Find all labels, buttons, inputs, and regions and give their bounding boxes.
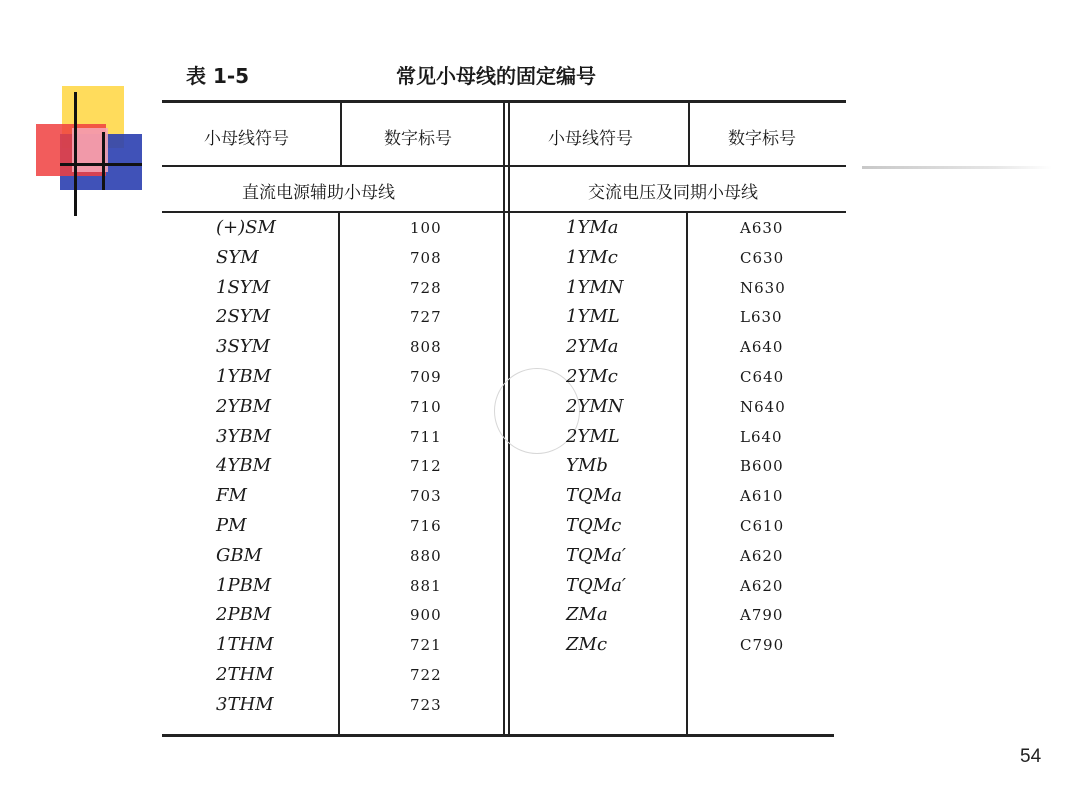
bus-symbol: TQMc (566, 515, 622, 536)
bus-symbol: 1PBM (216, 574, 272, 596)
bus-number: 703 (410, 487, 442, 506)
bus-number: C630 (740, 248, 785, 267)
bus-number: 712 (410, 457, 442, 476)
bus-number: 808 (410, 338, 442, 357)
bus-symbol: 1YMc (566, 246, 618, 268)
bus-symbol: 1YML (566, 306, 620, 328)
table-row (0, 425, 783, 455)
bus-symbol: 1YMN (566, 276, 624, 298)
bus-number: 727 (410, 308, 442, 327)
bus-number: 716 (410, 517, 442, 535)
table-row (0, 574, 784, 604)
bus-symbol: FM (216, 485, 247, 507)
bus-number: 881 (410, 576, 442, 595)
header-number-left: 数字标号 (384, 129, 452, 149)
bus-number: 708 (410, 248, 442, 267)
section-heading-dc: 直流电源辅助小母线 (242, 183, 395, 203)
bus-symbol: 2THM (216, 664, 274, 685)
page-number: 54 (1020, 746, 1042, 767)
bus-symbol: 3THM (216, 693, 274, 715)
bus-symbol: ZMa (566, 604, 608, 626)
bus-symbol: 1YBM (216, 366, 271, 387)
bus-number: A640 (740, 338, 784, 357)
bus-number: B600 (740, 457, 784, 476)
bus-number: L630 (740, 308, 783, 327)
bus-symbol: 2YMc (566, 366, 618, 387)
bus-number: 721 (410, 636, 442, 655)
table-row (0, 514, 785, 544)
bus-number: L640 (740, 427, 783, 446)
bus-number: A620 (740, 546, 784, 565)
bus-symbol: 2YML (566, 425, 620, 447)
bus-number: 709 (410, 368, 442, 386)
section-heading-ac: 交流电压及同期小母线 (588, 183, 758, 203)
table-row (0, 365, 785, 395)
decor-horizontal-line (60, 163, 142, 166)
column-divider (340, 103, 342, 165)
column-divider (688, 103, 690, 165)
bus-symbol: 2YBM (216, 395, 271, 417)
bus-number: 711 (410, 427, 442, 446)
table-label: 表 1-5 (186, 64, 250, 88)
bus-symbol: 1SYM (216, 276, 271, 298)
table-row (0, 633, 785, 663)
bus-number: A790 (740, 606, 784, 625)
table-bottom-rule (162, 734, 834, 737)
bus-symbol: GBM (216, 544, 263, 566)
bus-symbol: 2PBM (216, 604, 272, 626)
bus-symbol: YMb (566, 455, 608, 477)
bus-number: 728 (410, 278, 442, 297)
bus-number: 880 (410, 546, 442, 565)
table-row (0, 663, 700, 693)
table-row (0, 335, 784, 365)
bus-number: C640 (740, 368, 785, 386)
header-number-right: 数字标号 (728, 129, 796, 149)
bus-symbol: 4YBM (216, 455, 271, 477)
bus-symbol: SYM (216, 246, 259, 268)
bus-symbol: 3YBM (216, 425, 271, 447)
bus-symbol: 2SYM (216, 306, 271, 328)
bus-symbol: 3SYM (216, 336, 271, 358)
decor-gray-rule (862, 166, 1052, 169)
bus-symbol: (+)SM (216, 217, 276, 238)
bus-symbol: 2YMa (566, 336, 619, 358)
bus-symbol: TQMa′ (566, 544, 627, 566)
bus-number: C790 (740, 636, 785, 655)
bus-symbol: 1THM (216, 634, 274, 656)
bus-symbol: 1YMa (566, 217, 619, 238)
table-row (0, 603, 784, 633)
bus-number: 722 (410, 666, 442, 684)
table-row (0, 484, 784, 514)
decor-vertical-line (74, 92, 77, 216)
bus-symbol: TQMa (566, 485, 622, 507)
bus-number: C610 (740, 517, 785, 535)
bus-number: 900 (410, 606, 442, 625)
bus-number: A620 (740, 576, 784, 595)
table-row (0, 454, 784, 484)
table-row (0, 544, 784, 574)
table-row (0, 305, 783, 335)
table-row (0, 693, 700, 723)
bus-number: 723 (410, 695, 442, 714)
bus-number: A610 (740, 487, 784, 506)
bus-number: 100 (410, 219, 442, 237)
bus-symbol: 2YMN (566, 395, 624, 417)
bus-number: 710 (410, 397, 442, 416)
table-row (0, 276, 786, 306)
table-row (0, 246, 785, 276)
header-symbol-right: 小母线符号 (548, 129, 633, 149)
bus-symbol: PM (216, 515, 247, 536)
bus-symbol: ZMc (566, 634, 608, 656)
bus-number: N640 (740, 397, 786, 416)
table-row (0, 395, 786, 425)
header-symbol-left: 小母线符号 (204, 129, 289, 149)
bus-symbol: TQMa′ (566, 574, 627, 596)
bus-number: N630 (740, 278, 786, 297)
table-row (0, 216, 784, 246)
decor-vertical-line-2 (102, 132, 105, 190)
table-title: 常见小母线的固定编号 (396, 64, 596, 88)
bus-number: A630 (740, 219, 784, 237)
